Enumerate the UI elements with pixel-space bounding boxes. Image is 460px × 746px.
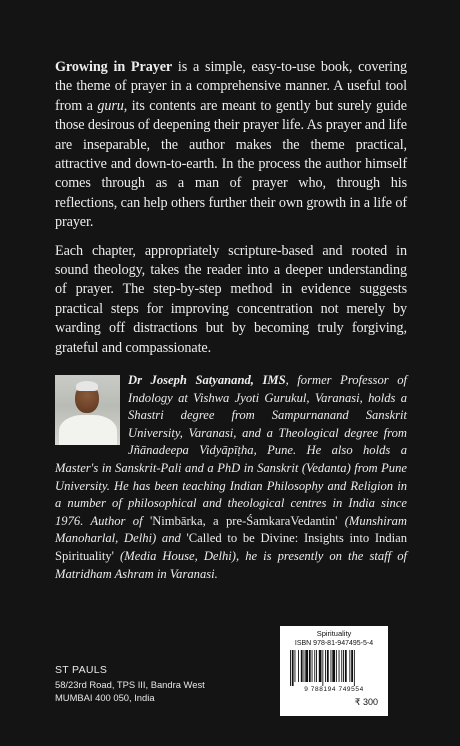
author-bio [55,372,407,583]
blurb-paragraph-2: Each chapter, appropriately scripture-based and rooted in sound theology, takes the reader into a deeper understanding of prayer. The step-by-step method in evidence suggests practical steps for improving concentration not merely by warding off distractions but by becoming truly forgiving, grateful and compassionate. [55,242,407,356]
barcode-bar [339,650,340,682]
author-name: Dr Joseph Satyanand, IMS [128,373,286,387]
barcode-bar [343,650,344,682]
barcode-bar [325,650,326,682]
barcode-bar [336,650,337,682]
barcode-bar [301,650,303,682]
blurb-text: is a simple, easy-to-use book, covering the theme of prayer in a comprehensive manner. A useful tool from a [55,59,407,114]
barcode-bar [309,650,311,682]
barcode-bar [312,650,313,682]
barcode-bar [351,650,353,682]
barcode-digits: 9 788194 749554 [304,686,364,693]
barcode-bar [349,650,350,682]
author-bio-text: , former Professor of Indology at Vishwa Jyoti Gurukul, Varanasi, holds a Shastri degree from Sampurnanand Sanskrit University, Varanasi, and a Theological degree from Jñānadeepa Vidyāpīṭha, Pune. He also holds a Master's in Sanskrit-Pali and a PhD in Sanskrit (Vedanta) from Pune University. He has been teaching Indian Philosophy and Religion in a number of philosophical and theological centres in India since 1976. Author of [55,373,407,528]
publisher-address-line-2: MUMBAI 400 050, India [55,692,155,703]
barcode-label [280,626,388,716]
blurb-paragraph-1 [55,58,407,233]
barcode-bar [319,650,322,682]
isbn-text: ISBN 978-81-947495-5-4 [294,640,374,647]
barcode-bar [314,650,315,682]
barcode-bar [305,650,308,682]
author-book-title: 'Nimbārka, a pre-ŚamkaraVedantin' [149,513,338,528]
publisher-address-line-1: 58/23rd Road, TPS III, Bandra West [55,679,205,690]
barcode-bar [290,650,291,686]
category-label: Spirituality [316,629,352,638]
blurb-text: , its contents are meant to gently but surely guide those desirous of deepening their prayer life. As prayer and life are inseparable, the author makes the theme practical, attractive and down-to-earth. In the process the author himself comes through as a man of prayer who, through his reflections, can help others further their own growth in a life of prayer. [55,97,407,231]
barcode-bar [295,650,296,682]
author-book-title: 'Called to be Divine: Insights into Indian Spirituality' [55,531,407,563]
barcode-bars [288,650,380,686]
barcode-bar [345,650,347,682]
back-cover-blurb [55,58,407,367]
publisher-name: ST PAULS [55,664,108,676]
author-photo [55,375,120,445]
barcode-bar [316,650,317,682]
author-bio-text: (Munshiram Manoharlal, Delhi) and [55,513,407,546]
barcode-bar [332,650,335,682]
barcode-bar [292,650,294,686]
barcode-bar [304,650,305,682]
blurb-guru-word: guru [97,97,124,114]
barcode-bar [327,650,329,682]
barcode-bar [322,650,323,686]
price-label: ₹ 300 [354,697,378,707]
barcode-bar [331,650,332,682]
book-title: Growing in Prayer [55,59,173,75]
barcode-bar [298,650,299,682]
barcode-bar [341,650,342,682]
publisher-info [55,664,255,704]
author-bio-text: (Media House, Delhi), he is presently on the staff of Matridham Ashram in Varanasi. [55,548,407,581]
barcode-bar [354,650,355,686]
